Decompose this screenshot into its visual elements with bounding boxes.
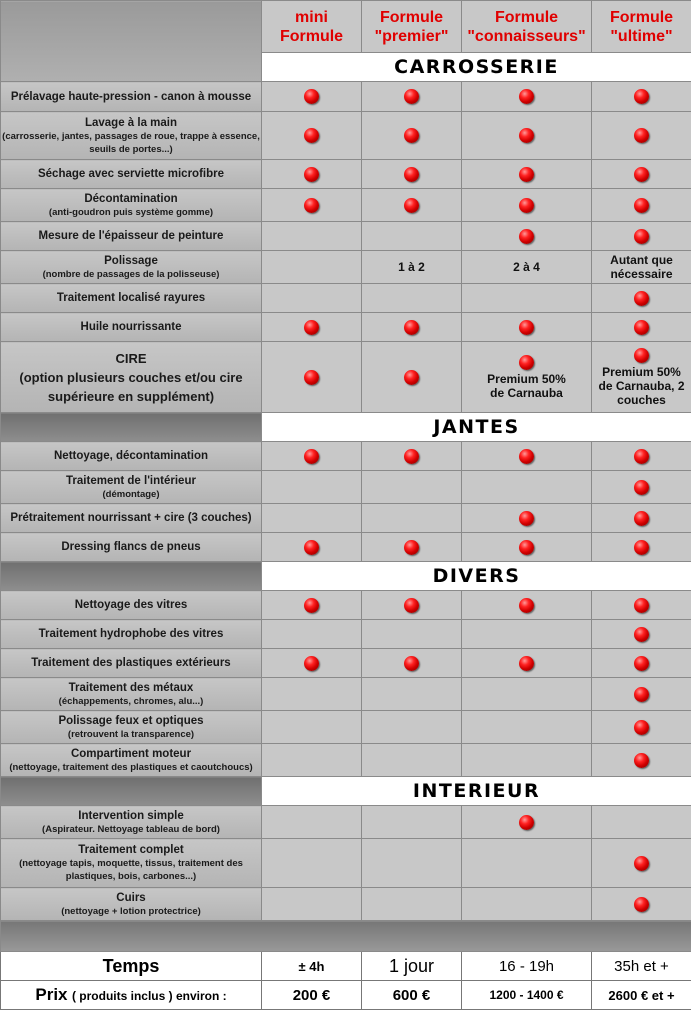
row-label: Polissage (nombre de passages de la polisseuse) <box>1 251 262 284</box>
red-dot-icon <box>634 229 649 244</box>
row-label: Huile nourrissante <box>1 313 262 342</box>
table-row <box>1 678 691 711</box>
red-dot-icon <box>634 687 649 702</box>
prix-ultime: 2600 € et + <box>592 981 691 1010</box>
polissage-value-premier: 1 à 2 <box>362 251 462 284</box>
red-dot-icon <box>634 89 649 104</box>
red-dot-icon <box>404 598 419 613</box>
prix-label: Prix <box>35 985 68 1004</box>
red-dot-icon <box>519 198 534 213</box>
red-dot-icon <box>404 320 419 335</box>
red-dot-icon <box>634 320 649 335</box>
row-label: Prélavage haute-pression - canon à mousse <box>1 82 262 112</box>
table-row <box>1 711 691 744</box>
row-label: Compartiment moteur (nettoyage, traitement des plastiques et caoutchoucs) <box>1 744 262 777</box>
row-label: Traitement localisé rayures <box>1 284 262 313</box>
section-title-interieur: INTERIEUR <box>262 777 691 806</box>
red-dot-icon <box>519 815 534 830</box>
red-dot-icon <box>304 320 319 335</box>
red-dot-icon <box>404 167 419 182</box>
red-dot-icon <box>634 753 649 768</box>
formula-header-connaisseurs: Formule "connaisseurs" <box>462 1 592 53</box>
cire-note-connaisseurs: Premium 50% de Carnauba <box>487 371 566 400</box>
red-dot-icon <box>634 598 649 613</box>
red-dot-icon <box>519 320 534 335</box>
formula-header-premier: Formule "premier" <box>362 1 462 53</box>
red-dot-icon <box>304 598 319 613</box>
row-label: Intervention simple (Aspirateur. Nettoyage tableau de bord) <box>1 806 262 839</box>
table-row <box>1 251 691 284</box>
prix-note: ( produits inclus ) environ : <box>71 989 227 1003</box>
table-row <box>1 649 691 678</box>
row-label: Prétraitement nourrissant + cire (3 couches) <box>1 504 262 533</box>
table-row <box>1 189 691 222</box>
red-dot-icon <box>634 720 649 735</box>
row-label: Traitement des métaux (échappements, chromes, alu...) <box>1 678 262 711</box>
row-label: Mesure de l'épaisseur de peinture <box>1 222 262 251</box>
red-dot-icon <box>634 627 649 642</box>
red-dot-icon <box>519 229 534 244</box>
red-dot-icon <box>634 128 649 143</box>
section-title-carrosserie: CARROSSERIE <box>262 53 691 82</box>
prix-label-cell <box>1 981 262 1010</box>
section-title-divers: DIVERS <box>262 562 691 591</box>
polissage-value-ultime: Autant que nécessaire <box>592 251 691 284</box>
row-label: Traitement hydrophobe des vitres <box>1 620 262 649</box>
row-label: Séchage avec serviette microfibre <box>1 160 262 189</box>
red-dot-icon <box>304 128 319 143</box>
row-label: Traitement de l'intérieur (démontage) <box>1 471 262 504</box>
red-dot-icon <box>519 656 534 671</box>
table-row <box>1 591 691 620</box>
formula-header-mini: mini Formule <box>262 1 362 53</box>
prix-mini: 200 € <box>262 981 362 1010</box>
red-dot-icon <box>519 355 534 370</box>
red-dot-icon <box>519 167 534 182</box>
temps-premier: 1 jour <box>362 952 462 981</box>
red-dot-icon <box>519 89 534 104</box>
red-dot-icon <box>634 511 649 526</box>
temps-ultime: 35h et + <box>592 952 691 981</box>
red-dot-icon <box>404 128 419 143</box>
red-dot-icon <box>634 167 649 182</box>
red-dot-icon <box>304 89 319 104</box>
red-dot-icon <box>634 291 649 306</box>
prix-row <box>1 981 691 1010</box>
red-dot-icon <box>304 167 319 182</box>
cire-note-ultime: Premium 50% de Carnauba, 2 couches <box>598 364 685 407</box>
row-label: Lavage à la main (carrosserie, jantes, passages de roue, trappe à essence, seuils de portes...) <box>1 112 262 160</box>
section-spacer <box>1 413 262 442</box>
row-label: Traitement complet (nettoyage tapis, moquette, tissus, traitement des plastiques, bois, carbones...) <box>1 839 262 888</box>
row-label: Traitement des plastiques extérieurs <box>1 649 262 678</box>
row-label: Dressing flancs de pneus <box>1 533 262 562</box>
table-row <box>1 471 691 504</box>
row-label: Cuirs (nettoyage + lotion protectrice) <box>1 888 262 921</box>
red-dot-icon <box>519 511 534 526</box>
table-row <box>1 160 691 189</box>
temps-label: Temps <box>1 952 262 981</box>
table-row <box>1 888 691 921</box>
prix-premier: 600 € <box>362 981 462 1010</box>
table-row <box>1 533 691 562</box>
table-row <box>1 112 691 160</box>
red-dot-icon <box>634 480 649 495</box>
section-spacer <box>1 562 262 591</box>
table-row <box>1 222 691 251</box>
row-label: Nettoyage, décontamination <box>1 442 262 471</box>
footer-spacer <box>1 921 691 952</box>
table-row <box>1 744 691 777</box>
table-row <box>1 620 691 649</box>
red-dot-icon <box>634 348 649 363</box>
red-dot-icon <box>634 198 649 213</box>
red-dot-icon <box>519 540 534 555</box>
table-row <box>1 504 691 533</box>
red-dot-icon <box>304 370 319 385</box>
red-dot-icon <box>634 540 649 555</box>
red-dot-icon <box>634 449 649 464</box>
table-row <box>1 82 691 112</box>
red-dot-icon <box>304 449 319 464</box>
temps-row <box>1 952 691 981</box>
row-label: Décontamination (anti-goudron puis système gomme) <box>1 189 262 222</box>
row-label: Polissage feux et optiques (retrouvent la transparence) <box>1 711 262 744</box>
polissage-value-connaisseurs: 2 à 4 <box>462 251 592 284</box>
red-dot-icon <box>634 856 649 871</box>
red-dot-icon <box>519 449 534 464</box>
red-dot-icon <box>404 449 419 464</box>
formula-header-ultime: Formule "ultime" <box>592 1 691 53</box>
row-label: CIRE (option plusieurs couches et/ou cire supérieure en supplément) <box>1 342 262 413</box>
temps-mini: ± 4h <box>262 952 362 981</box>
table-row <box>1 342 691 413</box>
red-dot-icon <box>634 656 649 671</box>
row-label: Nettoyage des vitres <box>1 591 262 620</box>
temps-connaisseurs: 16 - 19h <box>462 952 592 981</box>
table-row <box>1 284 691 313</box>
red-dot-icon <box>519 598 534 613</box>
red-dot-icon <box>404 656 419 671</box>
section-spacer <box>1 777 262 806</box>
red-dot-icon <box>404 370 419 385</box>
prix-connaisseurs: 1200 - 1400 € <box>462 981 592 1010</box>
red-dot-icon <box>304 540 319 555</box>
table-row <box>1 313 691 342</box>
red-dot-icon <box>404 89 419 104</box>
red-dot-icon <box>519 128 534 143</box>
red-dot-icon <box>634 897 649 912</box>
red-dot-icon <box>304 198 319 213</box>
table-corner <box>1 1 262 82</box>
table-row <box>1 839 691 888</box>
table-row <box>1 806 691 839</box>
section-title-jantes: JANTES <box>262 413 691 442</box>
red-dot-icon <box>304 656 319 671</box>
red-dot-icon <box>404 198 419 213</box>
table-row <box>1 442 691 471</box>
red-dot-icon <box>404 540 419 555</box>
